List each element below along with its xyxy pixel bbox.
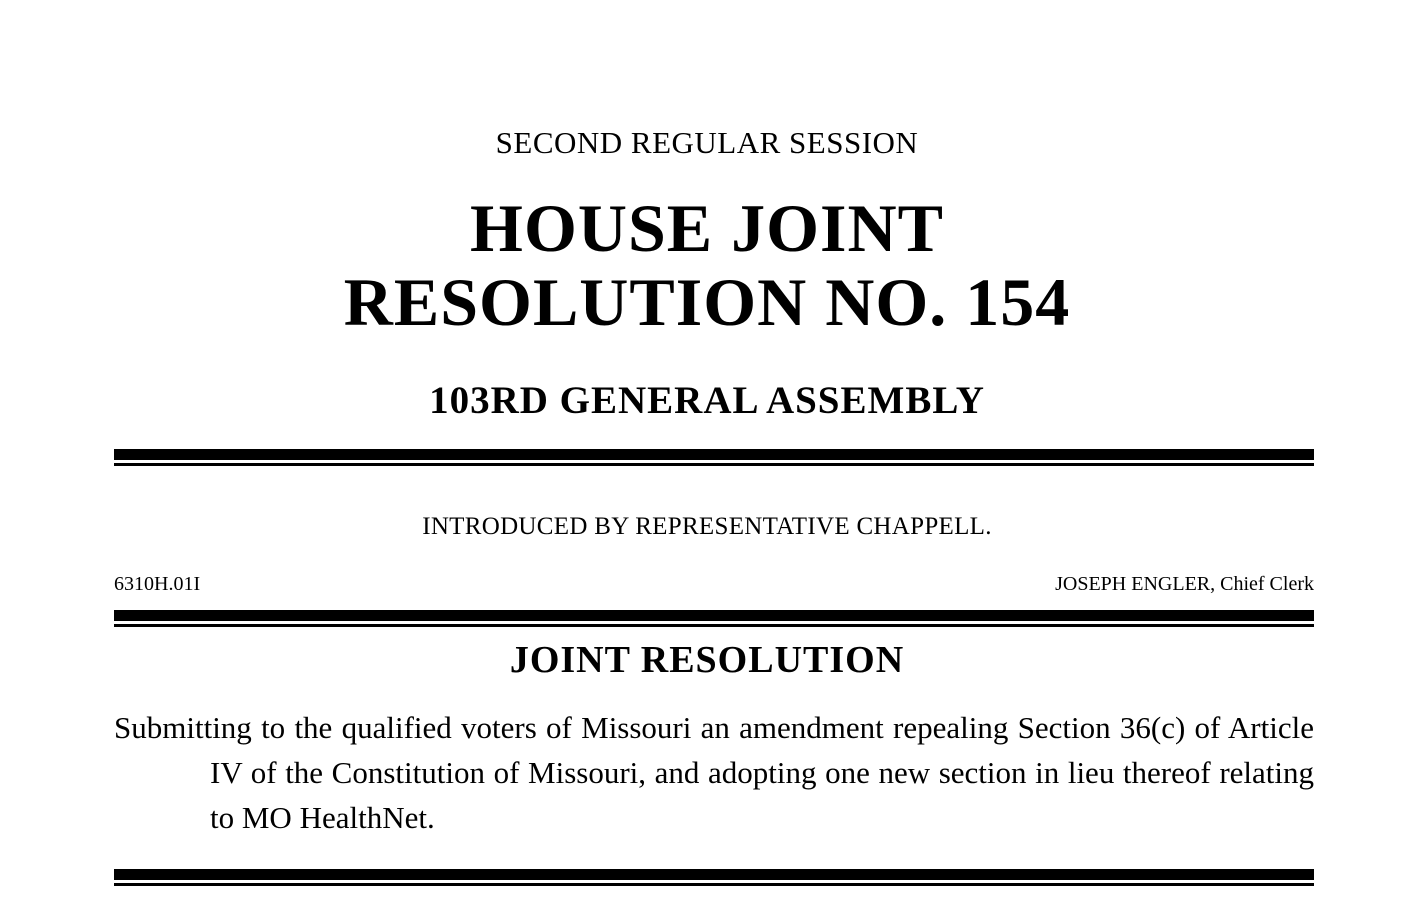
divider-thin <box>114 883 1314 886</box>
divider-thick <box>114 610 1314 621</box>
introduced-by-line: INTRODUCED BY REPRESENTATIVE CHAPPELL. <box>422 513 992 540</box>
joint-resolution-heading: JOINT RESOLUTION <box>509 639 905 681</box>
session-label: SECOND REGULAR SESSION <box>495 125 919 160</box>
divider-thick <box>114 449 1314 460</box>
divider-thick <box>114 869 1314 880</box>
chief-clerk: JOSEPH ENGLER, Chief Clerk <box>1055 573 1314 595</box>
divider-thin <box>114 624 1314 627</box>
general-assembly-label: 103RD GENERAL ASSEMBLY <box>429 379 985 422</box>
resolution-title-line-1: HOUSE JOINT <box>470 190 944 266</box>
resolution-title-line-2: RESOLUTION NO. 154 <box>343 264 1071 340</box>
description-text: Submitting to the qualified voters of Missouri an amendment repealing Section 36(c) of Article IV of the Constitution of Missouri, and adopting one new section in lieu thereof relating to MO HealthNet. <box>114 710 1314 835</box>
document-code: 6310H.01I <box>114 573 201 595</box>
resolution-description <box>114 705 1314 840</box>
divider-thin <box>114 463 1314 466</box>
